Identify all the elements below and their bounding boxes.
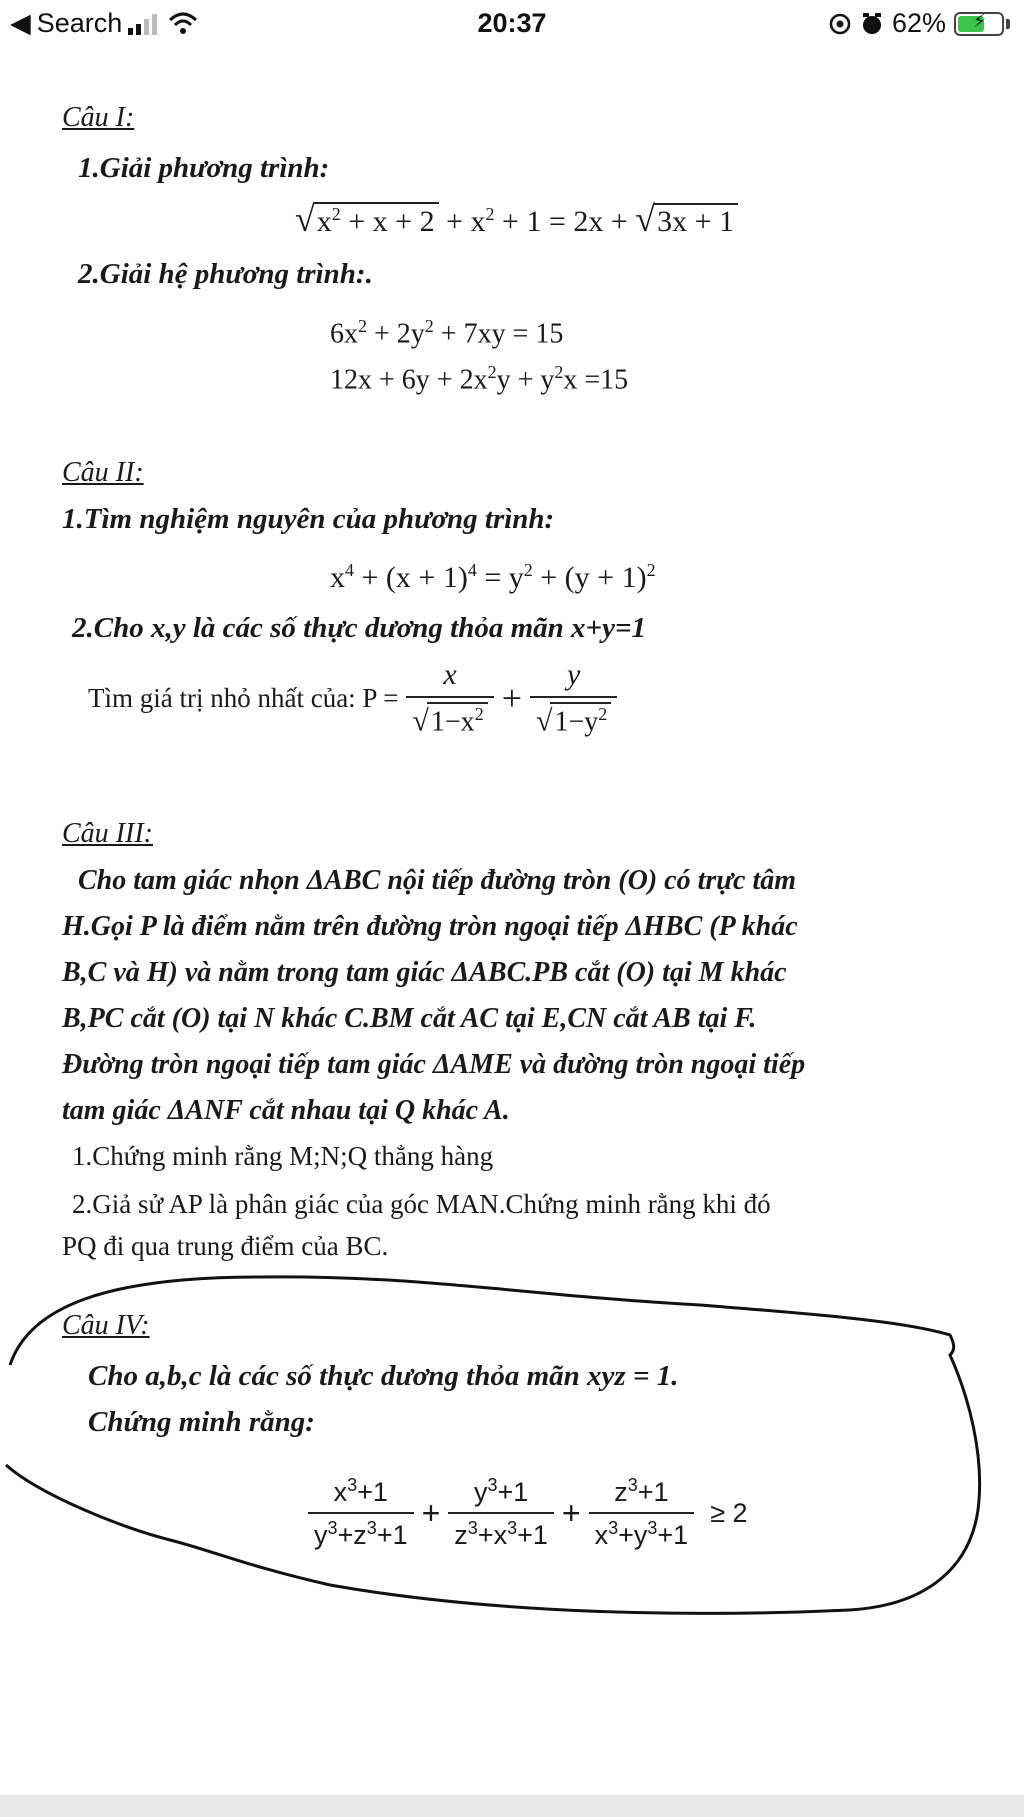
handdrawn-circle-annotation: [0, 1265, 1024, 1645]
part-1: 1.Chứng minh rằng M;N;Q thẳng hàng: [72, 1141, 494, 1171]
back-label: Search: [36, 8, 123, 38]
section-2-q2-expression: Tìm giá trị nhỏ nhất của: P = $\frac{x}{√1-x^2}$ + $\frac{y}{√1-y^2}$: [88, 658, 625, 738]
section-1-q2-label: 2.Giải hệ phương trình:.: [78, 258, 373, 290]
fraction-y: $\frac{y}{√1-y^2}$: [530, 658, 617, 738]
system-equation-1: $6x^2 + 2y^2 + 7xy = 15$: [330, 316, 564, 350]
q2-prompt: Tìm giá trị nhỏ nhất của: P =: [88, 682, 399, 713]
alarm-icon: [860, 12, 884, 36]
section-4-line-2: Chứng minh rằng:: [88, 1406, 315, 1438]
section-3-parts: [62, 1135, 962, 1267]
part-2-line-2: PQ đi qua trung điểm của BC.: [62, 1231, 389, 1261]
back-arrow-icon: ◀: [10, 8, 31, 38]
fraction-x: $\frac{x}{√1-x^2}$: [406, 658, 493, 738]
battery-icon: [954, 12, 1004, 36]
section-3-title: Câu III:: [62, 818, 153, 849]
status-bar: [0, 0, 1024, 50]
section-2-title: Câu II:: [62, 457, 144, 488]
section-1-title: Câu I:: [62, 102, 135, 133]
section-1-q1-equation: $√x^2 + x + 2 + x^2 + 1 = 2x + √3x + 1$: [295, 198, 738, 240]
section-4-line-1: Cho a,b,c là các số thực dương thỏa mãn xyz = 1.: [88, 1360, 679, 1392]
section-3-problem: Cho tam giác nhọn ΔABC nội tiếp đường tròn (O) có trực tâm H.Gọi P là điểm nằm trên đường tròn ngoại tiếp ΔHBC (P khác B,C và H) và nằm trong tam giác ΔABC.PB cắt (O) tại M khác B,PC cắt (O) tại N khác C.BM cắt AC tại E,CN cắt AB tại F. Đường tròn ngoại tiếp tam giác ΔAME và đường tròn ngoại tiếp tam giác ΔANF cắt nhau tại Q khác A.: [62, 865, 806, 1126]
inequality: $\frac{x^3+1}{y^3+z^3+1}$ + $\frac{y^3+1}{z^3+x^3+1}$ + $\frac{z^3+1}{x^3+y^3+1}$ ≥ 2: [300, 1475, 748, 1551]
orientation-lock-icon: [828, 12, 852, 36]
inequality-fraction-3: $\frac{z^3+1}{x^3+y^3+1}$: [589, 1475, 695, 1551]
inequality-fraction-2: $\frac{y^3+1}{z^3+x^3+1}$: [448, 1475, 554, 1551]
inequality-fraction-1: $\frac{x^3+1}{y^3+z^3+1}$: [308, 1475, 414, 1551]
section-4-title: Câu IV:: [62, 1310, 150, 1341]
charging-bolt-icon: ⚡: [973, 10, 986, 31]
part-2-line-1: 2.Giả sử AP là phân giác của góc MAN.Chứng minh rằng khi đó: [72, 1189, 771, 1219]
bottom-edge: [0, 1795, 1024, 1817]
section-2-q1-label: 1.Tìm nghiệm nguyên của phương trình:: [62, 503, 555, 535]
section-2-q2-label: 2.Cho x,y là các số thực dương thỏa mãn x+y=1: [72, 612, 646, 644]
battery-percent: 62%: [891, 8, 946, 38]
section-1-q1-label: 1.Giải phương trình:: [78, 152, 330, 184]
clock: 20:37: [477, 8, 547, 38]
system-equation-2: $12x + 6y + 2x^2y + y^2x =15$: [330, 362, 629, 396]
section-2-q1-equation: $x^4 + (x + 1)^4 = y^2 + (y + 1)^2$: [330, 560, 656, 594]
